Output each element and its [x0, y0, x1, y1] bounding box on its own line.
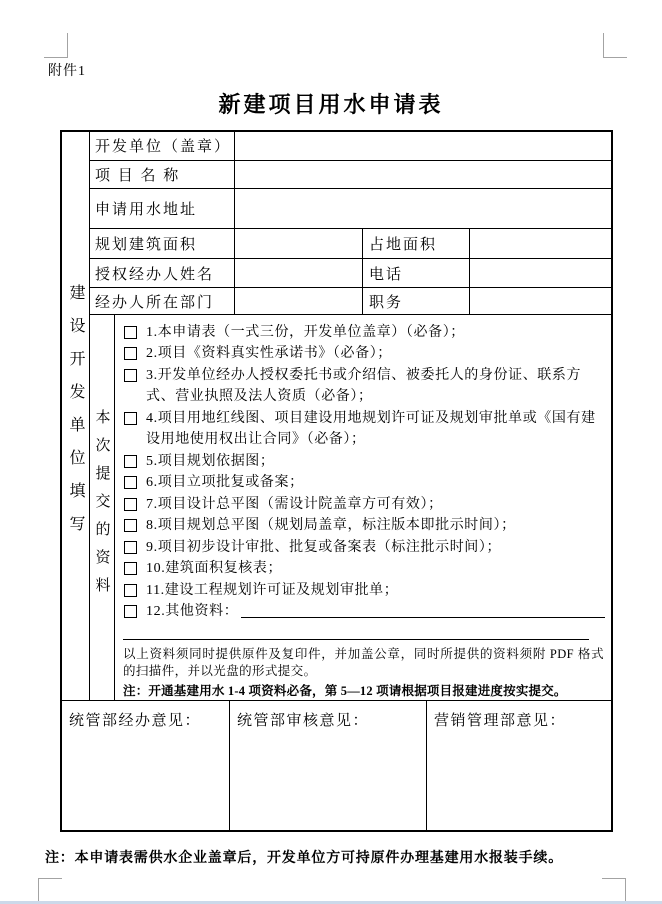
field-label: 规划建筑面积	[90, 229, 235, 258]
checkbox-icon[interactable]	[124, 498, 137, 511]
material-item-7: 7.项目设计总平图（需设计院盖章方可有效）；	[123, 494, 605, 516]
checkbox-icon[interactable]	[124, 347, 137, 360]
field-label: 授权经办人姓名	[90, 259, 235, 288]
requirement-note: 注：开通基建用水 1-4 项资料必备，第 5—12 项请根据项目报建进度按实提交。	[123, 683, 567, 698]
field-label: 经办人所在部门	[90, 288, 235, 314]
field-row-developer-unit	[90, 132, 611, 161]
field-row-agent-name	[90, 259, 611, 289]
materials-checklist	[115, 315, 611, 700]
checkbox-icon[interactable]	[124, 562, 137, 575]
position-input[interactable]	[470, 288, 611, 314]
field-row-building-area	[90, 229, 611, 259]
material-item-4: 4.项目用地红线图、项目建设用地规划许可证及规划审批单或《国有建设用地使用权出让合同》（必备）；	[123, 408, 605, 451]
management-dept-review-opinion-cell[interactable]	[230, 701, 427, 830]
attachment-label: 附件1	[48, 64, 86, 79]
water-address-input[interactable]	[235, 189, 611, 228]
field-label: 电话	[362, 259, 470, 288]
building-area-input[interactable]	[235, 229, 362, 258]
form-body	[62, 132, 611, 700]
checkbox-icon[interactable]	[124, 369, 137, 382]
opinion-label: 统管部经办意见：	[69, 713, 202, 729]
field-label: 开发单位（盖章）	[90, 132, 235, 160]
opinions-row	[62, 700, 611, 830]
material-item-5: 5.项目规划依据图；	[123, 451, 605, 473]
material-item-6: 6.项目立项批复或备案；	[123, 472, 605, 494]
material-item-10: 10.建筑面积复核表；	[123, 558, 605, 580]
material-item-3: 3.开发单位经办人授权委托书或介绍信、被委托人的身份证、联系方式、营业执照及法人资质（必备）；	[123, 365, 605, 408]
material-item-9: 9.项目初步设计审批、批复或备案表（标注批示时间）；	[123, 537, 605, 559]
land-area-input[interactable]	[470, 229, 611, 258]
page-corner-mark-top-right	[603, 33, 627, 58]
page-corner-mark-top-left	[44, 33, 68, 58]
page-corner-mark-bottom-right	[602, 878, 626, 903]
field-row-agent-department	[90, 288, 611, 315]
page-corner-mark-bottom-left	[38, 878, 62, 903]
opinion-label: 统管部审核意见：	[237, 713, 370, 729]
developer-unit-input[interactable]	[235, 132, 611, 160]
opinion-label: 营销管理部意见：	[434, 713, 567, 729]
checkbox-icon[interactable]	[124, 476, 137, 489]
agent-name-input[interactable]	[235, 259, 362, 288]
form-main	[90, 132, 611, 700]
marketing-dept-opinion-cell[interactable]	[427, 701, 611, 830]
material-item-12: 12.其他资料：	[123, 601, 605, 623]
agent-department-input[interactable]	[235, 288, 362, 314]
field-label: 申请用水地址	[90, 189, 235, 228]
section-developer-fill	[62, 132, 90, 700]
field-label: 职务	[362, 288, 470, 314]
material-item-2: 2.项目《资料真实性承诺书》（必备）；	[123, 343, 605, 365]
management-dept-handler-opinion-cell[interactable]	[62, 701, 230, 830]
checkbox-icon[interactable]	[124, 584, 137, 597]
checkbox-icon[interactable]	[124, 326, 137, 339]
section-materials	[90, 315, 115, 700]
page-title: 新建项目用水申请表	[218, 92, 444, 117]
materials-section	[90, 315, 611, 700]
additional-fill-line[interactable]	[123, 625, 589, 640]
checkbox-icon[interactable]	[124, 519, 137, 532]
section-materials-label: 本次提交的资料	[93, 409, 110, 606]
checkbox-icon[interactable]	[124, 412, 137, 425]
field-row-project-name	[90, 161, 611, 190]
footer-note: 注：本申请表需供水企业盖章后，开发单位方可持原件办理基建用水报装手续。	[45, 851, 563, 866]
project-name-input[interactable]	[235, 161, 611, 189]
field-label: 项 目 名 称	[90, 161, 235, 189]
application-form-table	[60, 130, 613, 832]
other-materials-fill-line[interactable]	[241, 601, 605, 618]
material-item-1: 1.本申请表（一式三份，开发单位盖章）（必备）；	[123, 322, 605, 344]
material-item-8: 8.项目规划总平图（规划局盖章，标注版本即批示时间）；	[123, 515, 605, 537]
checkbox-icon[interactable]	[124, 541, 137, 554]
material-item-11: 11.建设工程规划许可证及规划审批单；	[123, 580, 605, 602]
phone-input[interactable]	[470, 259, 611, 288]
section-developer-fill-label: 建设开发单位填写	[67, 284, 84, 548]
field-label: 占地面积	[362, 229, 470, 258]
checkbox-icon[interactable]	[124, 605, 137, 618]
checkbox-icon[interactable]	[124, 455, 137, 468]
submission-note: 以上资料须同时提供原件及复印件，并加盖公章，同时所提供的资料须附 PDF 格式的扫描件，并以光盘的形式提交。	[123, 646, 604, 679]
field-row-water-address	[90, 189, 611, 229]
